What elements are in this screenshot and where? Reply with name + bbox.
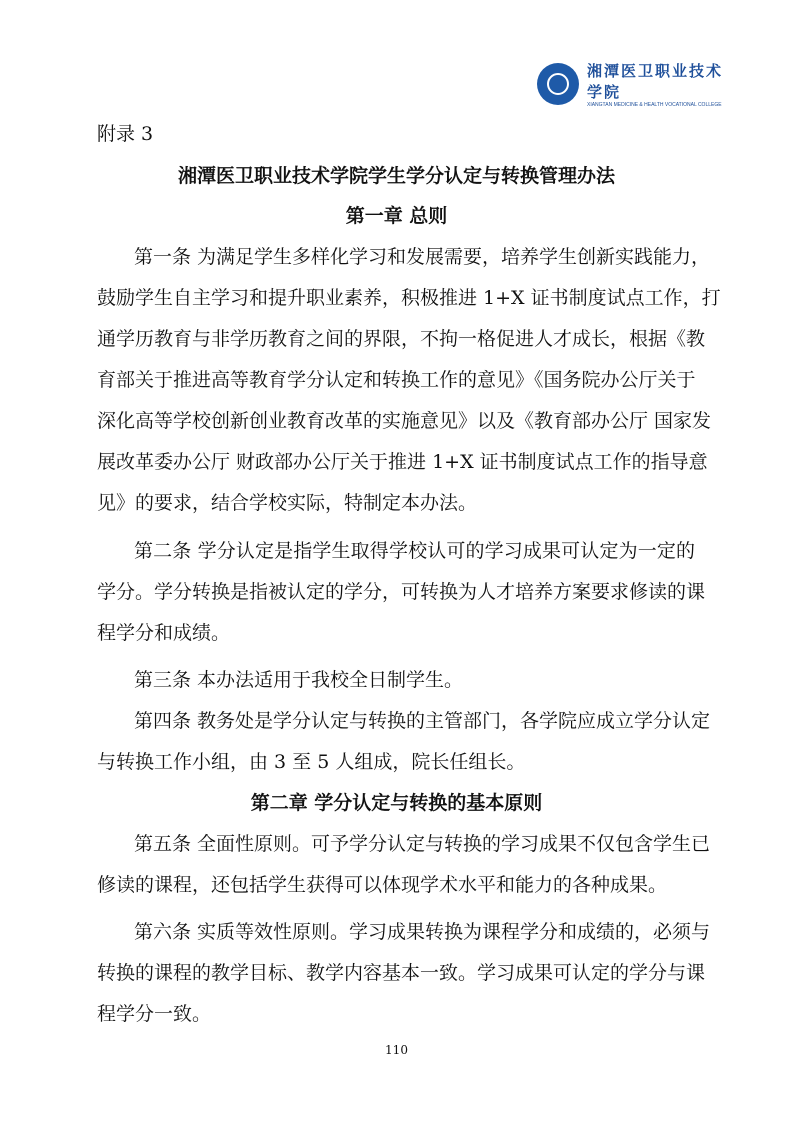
chapter-1-heading: 第一章 总则 bbox=[345, 205, 448, 227]
paragraph-line: 通学历教育与非学历教育之间的界限，不拘一格促进人才成长，根据《教 bbox=[97, 328, 706, 350]
logo-name-en: XIANGTAN MEDICINE & HEALTH VOCATIONAL COLLEGE bbox=[587, 102, 722, 108]
page-number: 110 bbox=[385, 1043, 408, 1057]
logo-name-cn: 湘潭医卫职业技术学院 bbox=[587, 62, 724, 101]
paragraph-line: 第一条 为满足学生多样化学习和发展需要，培养学生创新实践能力， bbox=[134, 246, 711, 268]
paragraph-line: 第二条 学分认定是指学生取得学校认可的学习成果可认定为一定的 bbox=[134, 540, 695, 562]
document-title: 湘潭医卫职业技术学院学生学分认定与转换管理办法 bbox=[177, 165, 615, 187]
chapter-2-heading: 第二章 学分认定与转换的基本原则 bbox=[250, 792, 543, 814]
paragraph-line: 修读的课程，还包括学生获得可以体现学术水平和能力的各种成果。 bbox=[97, 874, 668, 896]
paragraph-line: 学分。学分转换是指被认定的学分，可转换为人才培养方案要求修读的课 bbox=[97, 581, 706, 603]
paragraph-line: 程学分一致。 bbox=[97, 1003, 212, 1025]
paragraph-line: 育部关于推进高等教育学分认定和转换工作的意见》《国务院办公厅关于 bbox=[97, 369, 696, 391]
college-logo bbox=[537, 60, 727, 108]
college-seal-icon bbox=[537, 63, 579, 105]
paragraph-line: 第四条 教务处是学分认定与转换的主管部门，各学院应成立学分认定 bbox=[134, 710, 711, 732]
paragraph-line: 深化高等学校创新创业教育改革的实施意见》以及《教育部办公厅 国家发 bbox=[97, 410, 712, 432]
paragraph-line: 与转换工作小组，由 3 至 5 人组成，院长任组长。 bbox=[97, 751, 526, 773]
paragraph-line: 第六条 实质等效性原则。学习成果转换为课程学分和成绩的，必须与 bbox=[134, 921, 711, 943]
paragraph-line: 见》的要求，结合学校实际，特制定本办法。 bbox=[97, 492, 478, 514]
appendix-label: 附录 3 bbox=[97, 123, 154, 145]
paragraph-line: 鼓励学生自主学习和提升职业素养，积极推进 1+X 证书制度试点工作，打 bbox=[97, 287, 721, 309]
paragraph-line: 第五条 全面性原则。可予学分认定与转换的学习成果不仅包含学生已 bbox=[134, 833, 711, 855]
paragraph-line: 展改革委办公厅 财政部办公厅关于推进 1+X 证书制度试点工作的指导意 bbox=[97, 451, 708, 473]
paragraph-line: 程学分和成绩。 bbox=[97, 622, 231, 644]
paragraph-line: 第三条 本办法适用于我校全日制学生。 bbox=[134, 669, 464, 691]
paragraph-line: 转换的课程的教学目标、教学内容基本一致。学习成果可认定的学分与课 bbox=[97, 962, 706, 984]
